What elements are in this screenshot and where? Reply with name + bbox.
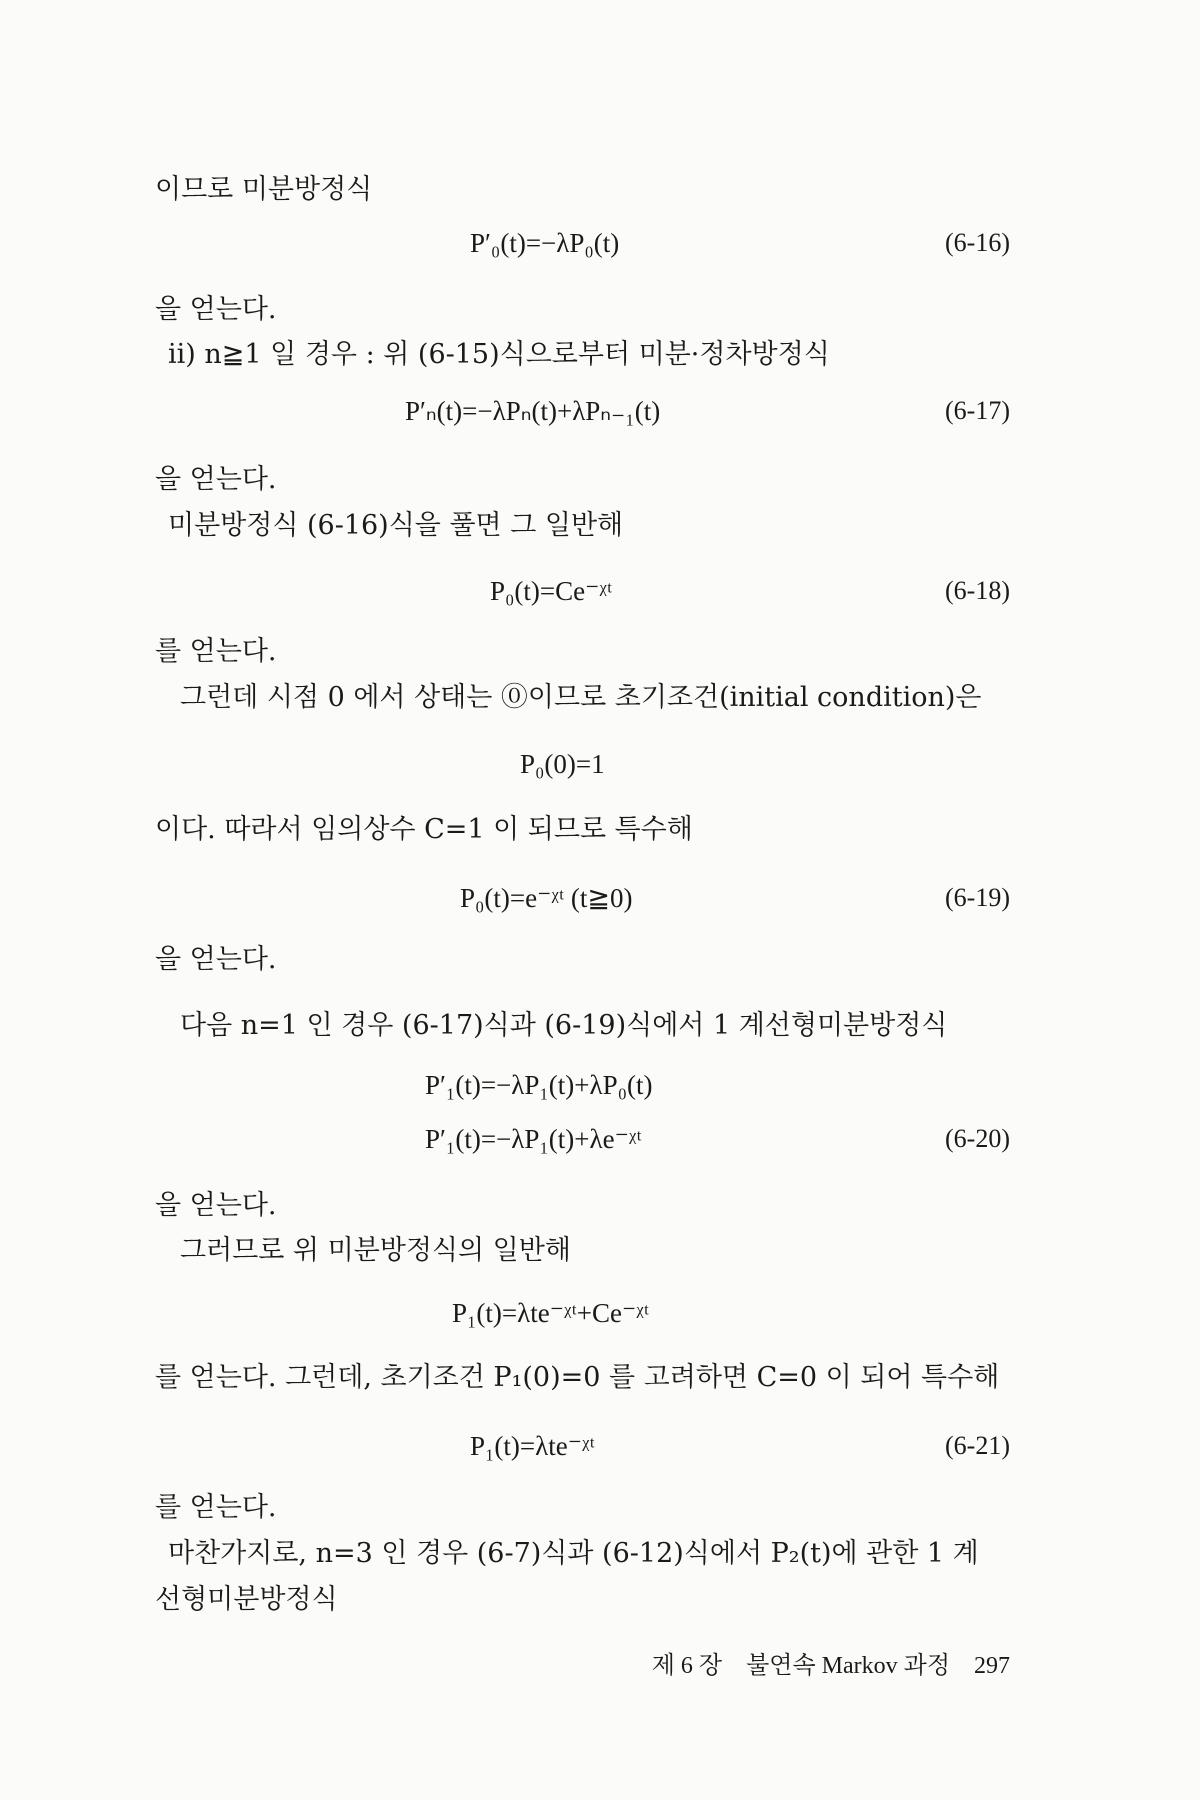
footer-chapter: 제 6 장 [651,1653,723,1679]
equation-number: (6-18) [945,576,1010,605]
text-line: 그러므로 위 미분방정식의 일반해 [180,1235,571,1266]
equation: P₀(t)=e⁻ᵡᵗ (t≧0) [460,883,633,913]
text-line: 를 얻는다. [155,636,277,667]
text-line: 를 얻는다. [155,1492,277,1523]
text-line: 을 얻는다. [155,294,277,325]
equation: P₁(t)=λte⁻ᵡᵗ+Ce⁻ᵡᵗ [452,1298,650,1328]
text-line: 선형미분방정식 [155,1584,338,1615]
equation: P₀(0)=1 [520,749,605,779]
equation: P′ₙ(t)=−λPₙ(t)+λPₙ₋₁(t) [405,396,661,426]
equation: P′₀(t)=−λP₀(t) [470,228,620,258]
text-line: 다음 n=1 인 경우 (6-17)식과 (6-19)식에서 1 계선형미분방정식 [180,1010,948,1041]
text-line: 마찬가지로, n=3 인 경우 (6-7)식과 (6-12)식에서 P₂(t)에 관한 1 계 [168,1538,979,1569]
equation: P₁(t)=λte⁻ᵡᵗ [470,1431,595,1461]
equation: P′₁(t)=−λP₁(t)+λe⁻ᵡᵗ [425,1124,642,1154]
page-number: 297 [974,1653,1010,1679]
equation-number: (6-19) [945,883,1010,912]
text-line: 그런데 시점 0 에서 상태는 ⓪이므로 초기조건(initial condition)은 [180,682,982,713]
equation-number: (6-20) [945,1124,1010,1153]
text-line: 을 얻는다. [155,1190,277,1221]
equation-number: (6-21) [945,1431,1010,1460]
text-line: 를 얻는다. 그런데, 초기조건 P₁(0)=0 를 고려하면 C=0 이 되어 특수해 [155,1362,1000,1393]
text-line: ii) n≧1 일 경우 : 위 (6-15)식으로부터 미분·정차방정식 [168,339,830,370]
text-line: 미분방정식 (6-16)식을 풀면 그 일반해 [168,510,624,541]
equation-number: (6-17) [945,396,1010,425]
text-line: 이다. 따라서 임의상수 C=1 이 되므로 특수해 [155,814,693,845]
text-line: 을 얻는다. [155,464,277,495]
equation: P′₁(t)=−λP₁(t)+λP₀(t) [425,1070,653,1100]
equation-number: (6-16) [945,228,1010,257]
text-line: 을 얻는다. [155,944,277,975]
equation: P₀(t)=Ce⁻ᵡᵗ [490,576,613,606]
page-footer [634,1645,1010,1680]
footer-title: 불연속 Markov 과정 [746,1653,950,1679]
text-line: 이므로 미분방정식 [155,174,373,205]
